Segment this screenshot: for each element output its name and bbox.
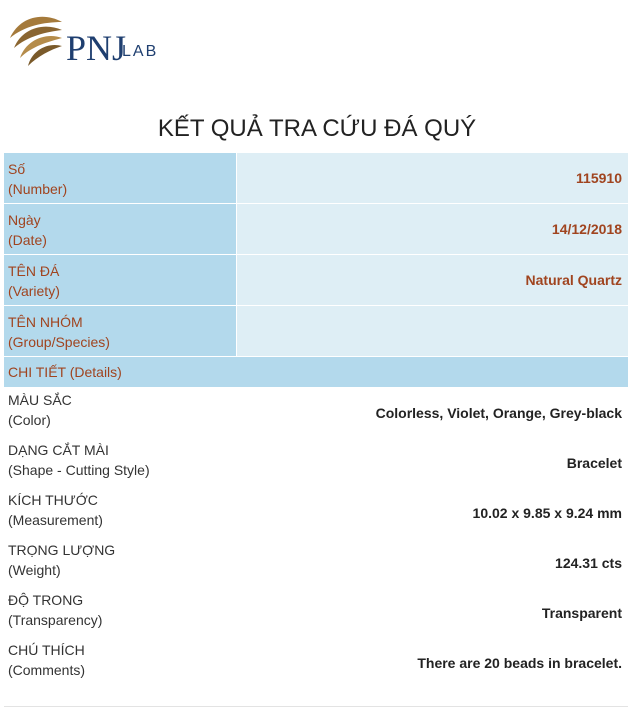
label-vi: KÍCH THƯỚC — [8, 492, 98, 508]
summary-value — [237, 306, 628, 356]
label-vi: TRỌNG LƯỢNG — [8, 542, 116, 558]
label-en: (Date) — [8, 232, 47, 248]
label-vi: CHÚ THÍCH — [8, 642, 85, 658]
detail-label — [8, 390, 72, 430]
label-vi: TÊN ĐÁ — [8, 263, 60, 279]
detail-row-color — [4, 388, 628, 438]
label-en: (Color) — [8, 412, 51, 428]
label-vi: DẠNG CẮT MÀI — [8, 442, 109, 458]
detail-label — [8, 440, 150, 480]
detail-row-transparency — [4, 588, 628, 638]
summary-row-group — [4, 306, 628, 356]
detail-value: There are 20 beads in bracelet. — [417, 655, 622, 671]
label-en: (Comments) — [8, 662, 86, 678]
label-en: (Measurement) — [8, 512, 103, 528]
detail-row-measurement — [4, 488, 628, 538]
summary-value: 14/12/2018 — [237, 204, 628, 254]
label-vi: MÀU SẮC — [8, 392, 72, 408]
detail-row-weight — [4, 538, 628, 588]
label-en: (Variety) — [8, 283, 60, 299]
detail-value: 124.31 cts — [555, 555, 622, 571]
label-en: (Number) — [8, 181, 68, 197]
pnj-lab-logo[interactable] — [4, 4, 164, 92]
details-header: CHI TIẾT (Details) — [4, 357, 628, 387]
detail-row-comments — [4, 638, 628, 688]
label-vi: Ngày — [8, 212, 41, 228]
bottom-divider — [4, 706, 628, 707]
label-vi: ĐỘ TRONG — [8, 592, 84, 608]
detail-value: Bracelet — [566, 455, 622, 471]
summary-row-date — [4, 204, 628, 254]
detail-label — [8, 640, 85, 680]
summary-label — [4, 204, 236, 254]
page-title: KẾT QUẢ TRA CỨU ĐÁ QUÝ — [157, 115, 477, 142]
summary-label — [4, 153, 236, 203]
brand-sub: LAB — [122, 43, 159, 60]
summary-row-variety — [4, 255, 628, 305]
summary-value: Natural Quartz — [237, 255, 628, 305]
label-vi: TÊN NHÓM — [8, 314, 83, 330]
summary-row-number — [4, 153, 628, 203]
detail-value: Transparent — [541, 605, 622, 621]
detail-row-shape — [4, 438, 628, 488]
summary-label — [4, 306, 236, 356]
label-vi: Số — [8, 161, 26, 177]
detail-value: Colorless, Violet, Orange, Grey-black — [375, 405, 622, 421]
detail-label — [8, 490, 103, 530]
summary-label — [4, 255, 236, 305]
pnj-leaf-icon — [4, 4, 66, 74]
detail-label — [8, 590, 102, 630]
label-en: (Weight) — [8, 562, 61, 578]
detail-value: 10.02 x 9.85 x 9.24 mm — [472, 505, 622, 521]
summary-value: 115910 — [237, 153, 628, 203]
brand-name: PNJ — [66, 28, 127, 68]
detail-label — [8, 540, 115, 580]
label-en: (Shape - Cutting Style) — [8, 462, 150, 478]
label-en: (Group/Species) — [8, 334, 110, 350]
label-en: (Transparency) — [8, 612, 103, 628]
